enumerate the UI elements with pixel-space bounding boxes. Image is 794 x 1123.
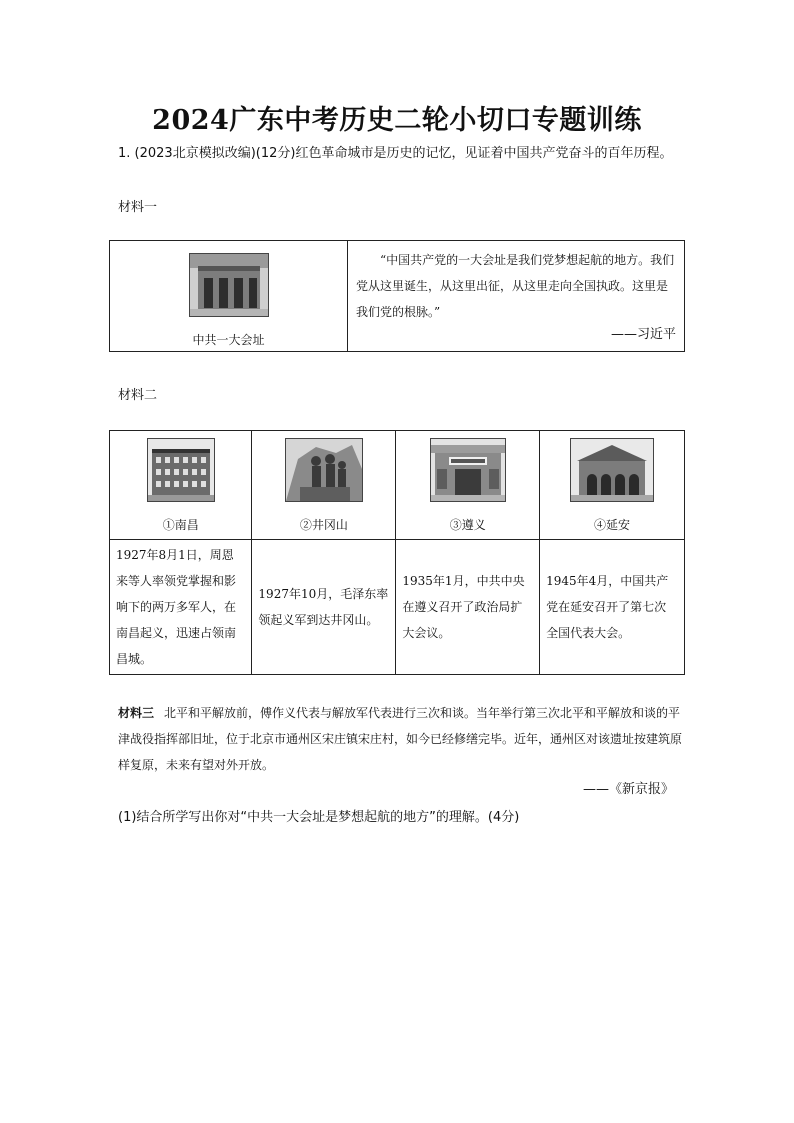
photo-yanan [570, 438, 654, 502]
city-text-yanan: 1945年4月，中国共产党在延安召开了第七次全国代表大会。 [540, 540, 685, 675]
city-caption-jinggangshan: ②井冈山 [299, 517, 348, 532]
city-text-nanchang: 1927年8月1日，周恩来等人率领党掌握和影响下的两万多军人，在南昌起义，迅速占领南昌城。 [110, 540, 252, 675]
material-3 [118, 700, 688, 778]
material-3-text: 北平和平解放前，傅作义代表与解放军代表进行三次和谈。当年举行第三次北平和平解放和谈的平津战役指挥部旧址，位于北京市通州区宋庄镇宋庄村，如今已经修缮完毕。近年，通州区对该遗址按建筑原样复原，未来有望对外开放。 [118, 706, 683, 772]
sub-question-1: (1)结合所学写出你对“中共一大会址是梦想起航的地方”的理解。(4分) [118, 810, 520, 825]
city-cell-jinggangshan [252, 431, 396, 540]
city-cell-yanan [540, 431, 685, 540]
city-cell-zunyi [396, 431, 540, 540]
material-1-table [109, 240, 685, 352]
city-text-zunyi: 1935年1月，中共中央在遵义召开了政治局扩大会议。 [396, 540, 540, 675]
material-2-table [109, 430, 685, 675]
material-1-label: 材料一 [118, 200, 158, 215]
city-text-jinggangshan: 1927年10月，毛泽东率领起义军到达井冈山。 [252, 540, 396, 675]
material-2-label: 材料二 [118, 388, 158, 403]
city-caption-nanchang: ①南昌 [162, 517, 199, 532]
photo-jinggangshan [285, 438, 363, 502]
material-1-quote-cell [348, 241, 685, 352]
material-1-image-caption: 中共一大会址 [192, 332, 265, 347]
photo-zunyi [430, 438, 506, 502]
photo-nanchang [147, 438, 215, 502]
city-caption-yanan: ④延安 [594, 517, 631, 532]
material-3-source: ——《新京报》 [582, 782, 674, 797]
city-caption-zunyi: ③遵义 [449, 517, 486, 532]
question-1-intro: 1. (2023北京模拟改编)(12分)红色革命城市是历史的记忆，见证着中国共产党奋斗的百年历程。 [118, 146, 673, 161]
city-cell-nanchang [110, 431, 252, 540]
material-1-source: ——习近平 [610, 327, 676, 342]
photo-first-congress-site [189, 253, 269, 317]
material-1-quote: “中国共产党的一大会址是我们党梦想起航的地方。我们党从这里诞生，从这里出征，从这里走向全国执政。这里是我们党的根脉。” [356, 253, 675, 319]
material-1-image-cell [110, 241, 348, 352]
material-3-label: 材料三 [118, 706, 155, 720]
page-title: 2024广东中考历史二轮小切口专题训练 [152, 105, 642, 136]
